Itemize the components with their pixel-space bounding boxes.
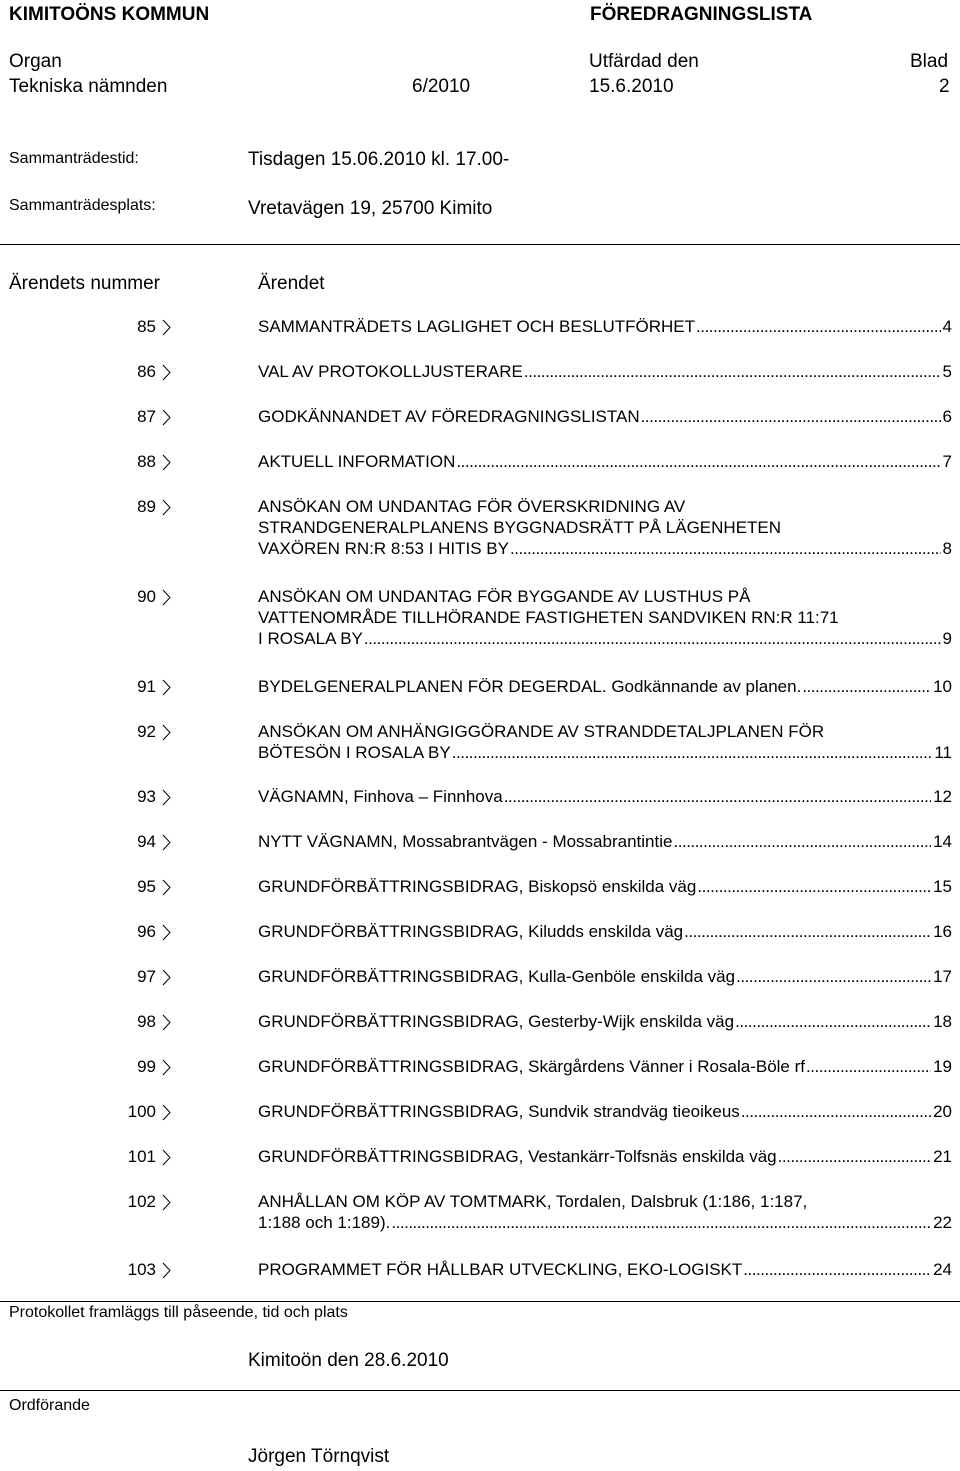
dot-leader xyxy=(673,831,931,852)
item-page-number: 18 xyxy=(933,1012,952,1031)
section-mark-icon xyxy=(160,1059,172,1076)
section-mark-icon xyxy=(160,409,172,426)
section-mark-icon xyxy=(160,589,172,606)
item-title xyxy=(258,1146,952,1167)
item-title-line: GRUNDFÖRBÄTTRINGSBIDRAG, Vestankärr-Tolfsnäs enskilda väg xyxy=(258,1147,777,1166)
item-number: 85 xyxy=(137,317,156,336)
item-page-number: 10 xyxy=(933,677,952,696)
section-mark-icon xyxy=(160,789,172,806)
dot-leader xyxy=(735,1011,931,1032)
item-title xyxy=(258,921,952,942)
item-title xyxy=(258,876,952,897)
item-title xyxy=(258,721,952,763)
item-title xyxy=(258,966,952,987)
section-mark-icon xyxy=(160,319,172,336)
posted-value: Kimitoön den 28.6.2010 xyxy=(248,1350,449,1371)
item-number: 93 xyxy=(137,787,156,806)
item-number: 86 xyxy=(137,362,156,381)
item-title-line: ANHÅLLAN OM KÖP AV TOMTMARK, Tordalen, Dalsbruk (1:186, 1:187, xyxy=(258,1192,808,1211)
dot-leader xyxy=(741,1101,931,1122)
item-page-number: 7 xyxy=(942,452,952,471)
section-mark-icon xyxy=(160,1262,172,1279)
chair-name: Jörgen Törnqvist xyxy=(248,1446,390,1467)
item-page-number: 22 xyxy=(933,1213,952,1232)
dot-leader xyxy=(641,406,941,427)
item-title xyxy=(258,586,952,649)
item-number: 94 xyxy=(137,832,156,851)
divider xyxy=(0,1390,960,1391)
item-page-number: 6 xyxy=(942,407,952,426)
section-mark-icon xyxy=(160,364,172,381)
item-number: 95 xyxy=(137,877,156,896)
item-number: 88 xyxy=(137,452,156,471)
item-title-line: SAMMANTRÄDETS LAGLIGHET OCH BESLUTFÖRHET xyxy=(258,317,696,336)
page-label: Blad xyxy=(910,51,949,72)
item-number: 100 xyxy=(127,1102,156,1121)
dot-leader xyxy=(504,786,931,807)
dot-leader xyxy=(524,361,941,382)
section-mark-icon xyxy=(160,1104,172,1121)
issued-date: 15.6.2010 xyxy=(589,76,674,97)
item-title-line: VAXÖREN RN:R 8:53 I HITIS BY xyxy=(258,539,509,558)
item-title-line: GRUNDFÖRBÄTTRINGSBIDRAG, Gesterby-Wijk enskilda väg xyxy=(258,1012,735,1031)
item-title xyxy=(258,676,952,697)
item-title-line: BÖTESÖN I ROSALA BY xyxy=(258,743,451,762)
item-title-line: VAL AV PROTOKOLLJUSTERARE xyxy=(258,362,523,381)
item-title-line: 1:188 och 1:189). xyxy=(258,1213,391,1232)
item-number: 102 xyxy=(127,1192,156,1211)
item-title-line: I ROSALA BY xyxy=(258,629,363,648)
item-title-line: GRUNDFÖRBÄTTRINGSBIDRAG, Kiludds enskilda väg xyxy=(258,922,684,941)
item-number: 92 xyxy=(137,722,156,741)
item-title xyxy=(258,1101,952,1122)
divider xyxy=(0,1301,960,1302)
dot-leader xyxy=(456,451,940,472)
item-page-number: 19 xyxy=(933,1057,952,1076)
item-title-line: NYTT VÄGNAMN, Mossabrantvägen - Mossabrantintie xyxy=(258,832,673,851)
item-page-number: 5 xyxy=(942,362,952,381)
item-number: 96 xyxy=(137,922,156,941)
item-title xyxy=(258,496,952,559)
item-title xyxy=(258,361,952,382)
item-title xyxy=(258,831,952,852)
item-title-line: VÄGNAMN, Finhova – Finnhova xyxy=(258,787,503,806)
meeting-place-label: Sammanträdesplats: xyxy=(9,197,156,214)
section-mark-icon xyxy=(160,1194,172,1211)
item-page-number: 21 xyxy=(933,1147,952,1166)
item-title-line: AKTUELL INFORMATION xyxy=(258,452,456,471)
dot-leader xyxy=(364,628,941,649)
column-header-item: Ärendet xyxy=(258,273,325,294)
chair-label: Ordförande xyxy=(9,1397,90,1414)
organ-value: Tekniska nämnden xyxy=(9,76,168,97)
divider xyxy=(0,244,960,245)
item-page-number: 11 xyxy=(934,743,952,762)
dot-leader xyxy=(736,966,931,987)
document-type: FÖREDRAGNINGSLISTA xyxy=(590,4,813,25)
item-page-number: 4 xyxy=(942,317,952,336)
item-title xyxy=(258,451,952,472)
organ-label: Organ xyxy=(9,51,62,72)
dot-leader xyxy=(802,676,931,697)
item-number: 98 xyxy=(137,1012,156,1031)
item-number: 99 xyxy=(137,1057,156,1076)
dot-leader xyxy=(806,1056,931,1077)
item-title-line: STRANDGENERALPLANENS BYGGNADSRÄTT PÅ LÄGENHETEN xyxy=(258,518,782,537)
item-page-number: 14 xyxy=(933,832,952,851)
meeting-place-value: Vretavägen 19, 25700 Kimito xyxy=(248,198,493,219)
dot-leader xyxy=(391,1212,931,1233)
item-number: 91 xyxy=(137,677,156,696)
item-title-line: GODKÄNNANDET AV FÖREDRAGNINGSLISTAN xyxy=(258,407,640,426)
item-page-number: 12 xyxy=(933,787,952,806)
item-page-number: 17 xyxy=(933,967,952,986)
column-header-number: Ärendets nummer xyxy=(9,273,161,294)
meeting-time-label: Sammanträdestid: xyxy=(9,150,139,167)
item-page-number: 20 xyxy=(933,1102,952,1121)
item-title-line: GRUNDFÖRBÄTTRINGSBIDRAG, Skärgårdens Vänner i Rosala-Böle rf xyxy=(258,1057,805,1076)
item-title-line: ANSÖKAN OM UNDANTAG FÖR ÖVERSKRIDNING AV xyxy=(258,497,686,516)
section-mark-icon xyxy=(160,454,172,471)
item-title-line: GRUNDFÖRBÄTTRINGSBIDRAG, Kulla-Genböle enskilda väg xyxy=(258,967,736,986)
municipality-name: KIMITOÖNS KOMMUN xyxy=(9,4,210,25)
item-number: 87 xyxy=(137,407,156,426)
dot-leader xyxy=(743,1259,931,1280)
item-title xyxy=(258,1056,952,1077)
item-title-line: ANSÖKAN OM ANHÄNGIGGÖRANDE AV STRANDDETALJPLANEN FÖR xyxy=(258,722,825,741)
posted-label: Protokollet framläggs till påseende, tid och plats xyxy=(9,1304,348,1321)
item-page-number: 24 xyxy=(933,1260,952,1279)
section-mark-icon xyxy=(160,1014,172,1031)
section-mark-icon xyxy=(160,924,172,941)
dot-leader xyxy=(452,742,933,763)
item-title-line: GRUNDFÖRBÄTTRINGSBIDRAG, Biskopsö enskilda väg xyxy=(258,877,697,896)
section-mark-icon xyxy=(160,879,172,896)
item-number: 103 xyxy=(127,1260,156,1279)
item-title-line: ANSÖKAN OM UNDANTAG FÖR BYGGANDE AV LUSTHUS PÅ xyxy=(258,587,751,606)
dot-leader xyxy=(696,316,941,337)
item-title xyxy=(258,1011,952,1032)
issued-label: Utfärdad den xyxy=(589,51,699,72)
item-title xyxy=(258,1259,952,1280)
dot-leader xyxy=(697,876,931,897)
item-page-number: 16 xyxy=(933,922,952,941)
item-page-number: 8 xyxy=(942,539,952,558)
section-mark-icon xyxy=(160,679,172,696)
item-title xyxy=(258,406,952,427)
item-number: 101 xyxy=(127,1147,156,1166)
section-mark-icon xyxy=(160,499,172,516)
section-mark-icon xyxy=(160,1149,172,1166)
item-title xyxy=(258,1191,952,1233)
meeting-time-value: Tisdagen 15.06.2010 kl. 17.00- xyxy=(248,149,510,170)
meeting-number: 6/2010 xyxy=(412,76,471,97)
item-title-line: BYDELGENERALPLANEN FÖR DEGERDAL. Godkännande av planen. xyxy=(258,677,802,696)
item-number: 90 xyxy=(137,587,156,606)
dot-leader xyxy=(510,538,941,559)
item-title xyxy=(258,316,952,337)
item-title-line: VATTENOMRÅDE TILLHÖRANDE FASTIGHETEN SANDVIKEN RN:R 11:71 xyxy=(258,608,839,627)
item-title xyxy=(258,786,952,807)
item-title-line: PROGRAMMET FÖR HÅLLBAR UTVECKLING, EKO-LOGISKT xyxy=(258,1260,743,1279)
item-page-number: 15 xyxy=(933,877,952,896)
dot-leader xyxy=(684,921,931,942)
item-number: 89 xyxy=(137,497,156,516)
dot-leader xyxy=(778,1146,931,1167)
section-mark-icon xyxy=(160,969,172,986)
item-number: 97 xyxy=(137,967,156,986)
item-page-number: 9 xyxy=(942,629,952,648)
section-mark-icon xyxy=(160,834,172,851)
item-title-line: GRUNDFÖRBÄTTRINGSBIDRAG, Sundvik strandväg tieoikeus xyxy=(258,1102,740,1121)
page-number: 2 xyxy=(939,76,950,97)
section-mark-icon xyxy=(160,724,172,741)
